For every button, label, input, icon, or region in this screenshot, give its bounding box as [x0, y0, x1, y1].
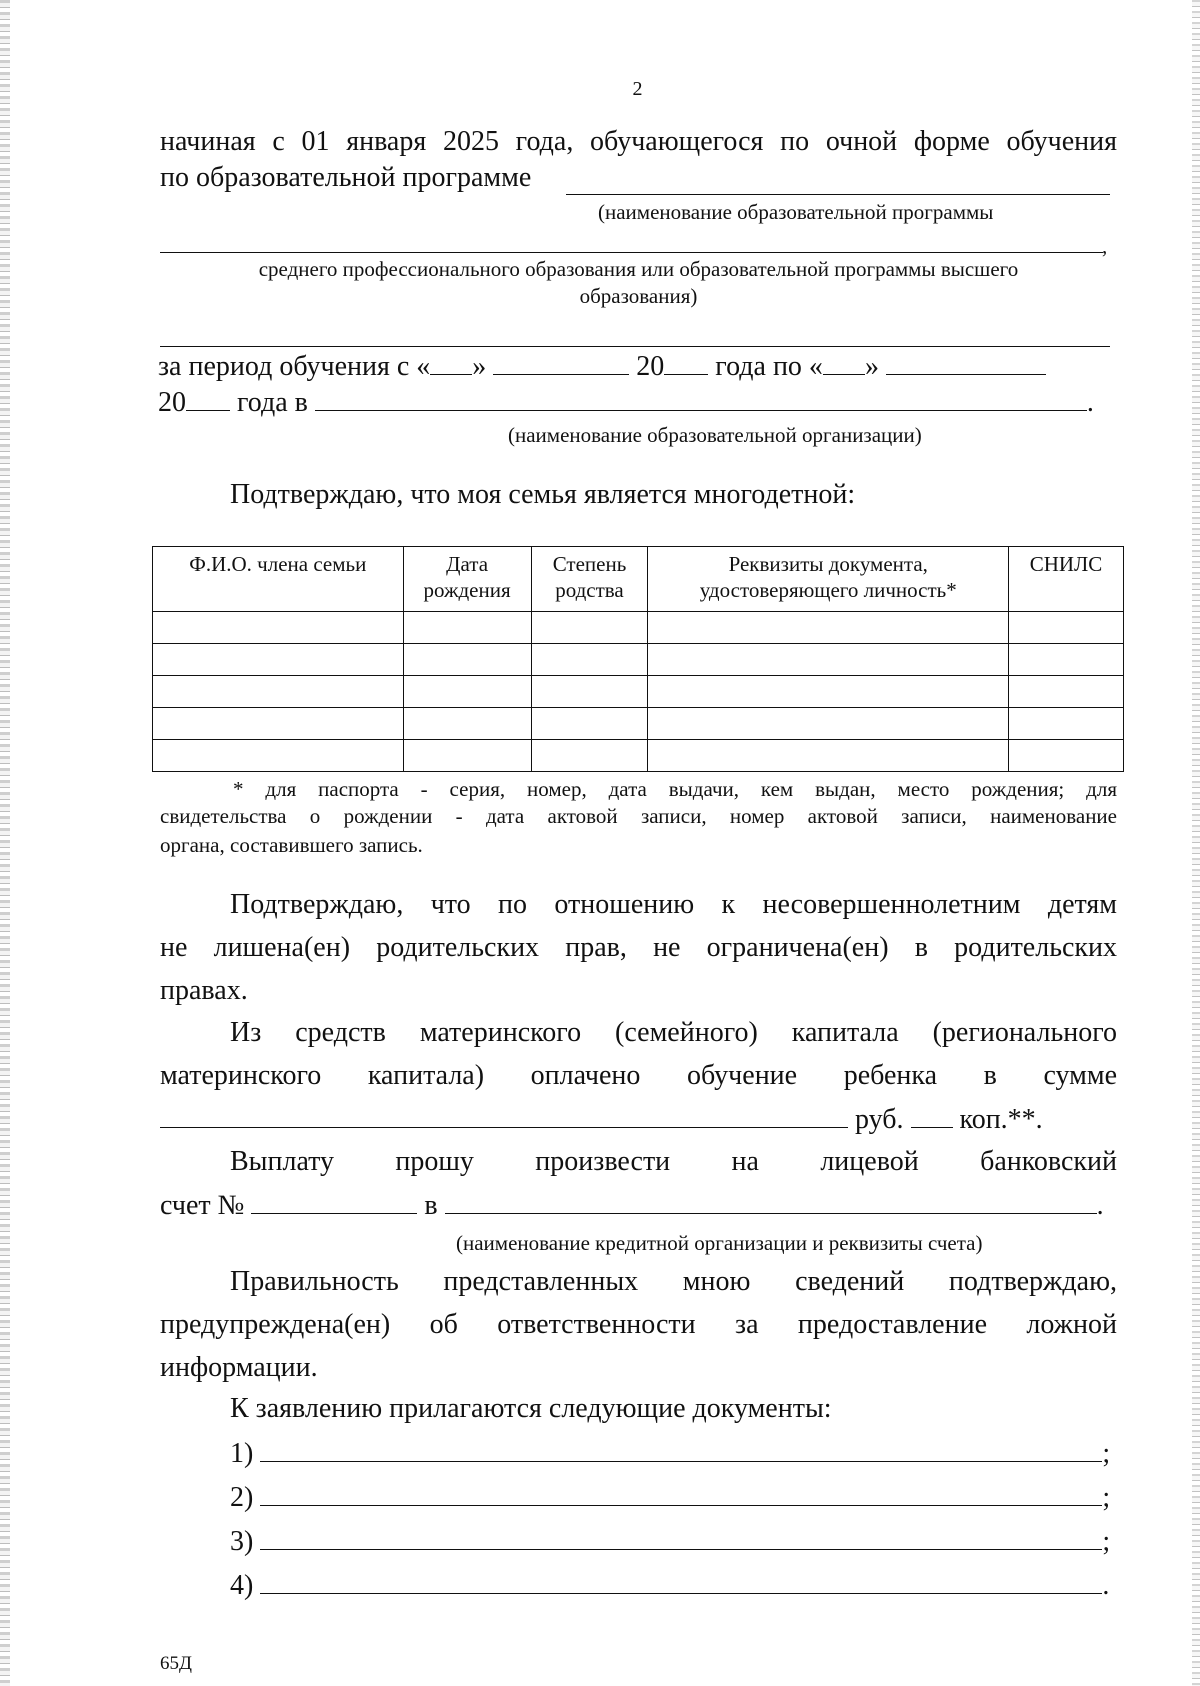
account-number-field[interactable]	[251, 1189, 417, 1214]
period-close-quote: »	[472, 351, 487, 382]
capital-amount-field[interactable]	[160, 1103, 848, 1128]
scan-edge-left	[0, 0, 10, 1686]
attachment-item-4	[230, 1569, 1109, 1602]
institution-hint: (наименование образовательной организации)	[508, 423, 922, 447]
kop-label: коп.**.	[959, 1104, 1043, 1135]
bank-hint: (наименование кредитной организации и реквизиты счета)	[456, 1231, 983, 1255]
table-cell[interactable]	[648, 740, 1009, 772]
footer-code: 65Д	[160, 1653, 192, 1674]
table-row	[153, 740, 1124, 772]
scan-edge-right	[1192, 0, 1200, 1686]
end-year-field[interactable]	[186, 386, 230, 411]
program-label: по образовательной программе	[160, 162, 532, 193]
end-day-field[interactable]	[823, 350, 865, 375]
attachment-num: 3)	[230, 1526, 254, 1557]
table-row	[153, 676, 1124, 708]
start-day-field[interactable]	[430, 350, 472, 375]
bank-in-label: в	[424, 1190, 438, 1221]
kop-field[interactable]	[911, 1103, 953, 1128]
attachment-num: 2)	[230, 1482, 254, 1513]
table-cell[interactable]	[1009, 644, 1124, 676]
table-cell[interactable]	[648, 644, 1009, 676]
rights-line-2: не лишена(ен) родительских прав, не ограничена(ен) в родительских	[160, 932, 1117, 963]
payment-line-1: Выплату прошу произвести на лицевой банковский	[230, 1146, 1117, 1177]
table-cell[interactable]	[531, 612, 648, 644]
col-snils: СНИЛС	[1009, 547, 1124, 612]
program-hint-2: среднего профессионального образования или образовательной программы высшего	[258, 257, 1019, 281]
start-year-prefix: 20	[636, 351, 665, 382]
attachment-field[interactable]	[260, 1525, 1102, 1550]
table-cell[interactable]	[531, 644, 648, 676]
attachment-field[interactable]	[260, 1437, 1102, 1462]
rights-line-1: Подтверждаю, что по отношению к несовершеннолетним детям	[230, 889, 1117, 920]
table-cell[interactable]	[153, 740, 404, 772]
institution-field[interactable]	[315, 386, 1087, 411]
table-cell[interactable]	[1009, 676, 1124, 708]
table-cell[interactable]	[1009, 740, 1124, 772]
attachment-end: ;	[1102, 1438, 1111, 1469]
confirm-line-1: Правильность представленных мною сведений подтверждаю,	[230, 1266, 1117, 1297]
period-to-label: года по «	[715, 351, 823, 382]
comma-mark: ,	[1102, 234, 1108, 258]
period-close-quote-2: »	[864, 351, 879, 382]
confirm-line-3: информации.	[160, 1352, 318, 1383]
page-number: 2	[632, 78, 643, 100]
table-cell[interactable]	[153, 708, 404, 740]
rub-label: руб.	[855, 1104, 904, 1135]
footnote-line-3: органа, составившего запись.	[160, 833, 423, 857]
table-cell[interactable]	[531, 676, 648, 708]
attachment-field[interactable]	[260, 1481, 1102, 1506]
attachment-end: .	[1102, 1570, 1110, 1601]
family-table-header	[153, 547, 1124, 612]
period-line-2	[158, 386, 1094, 419]
payment-line-end: .	[1096, 1190, 1104, 1221]
period-line-1	[158, 350, 1046, 383]
intro-line-1: начиная с 01 января 2025 года, обучающегося по очной форме обучения	[160, 126, 1117, 157]
footnote-line-2: свидетельства о рождении - дата актовой записи, номер актовой записи, наименование	[160, 804, 1117, 828]
table-cell[interactable]	[403, 676, 531, 708]
col-full-name: Ф.И.О. члена семьи	[153, 547, 404, 612]
family-heading: Подтверждаю, что моя семья является многодетной:	[230, 479, 856, 510]
capital-line-1: Из средств материнского (семейного) капитала (регионального	[230, 1017, 1117, 1048]
attachment-item-2	[230, 1481, 1110, 1514]
program-name-field-3[interactable]	[160, 346, 1110, 347]
table-cell[interactable]	[403, 612, 531, 644]
col-id-document: Реквизиты документа, удостоверяющего личность*	[648, 547, 1009, 612]
end-year-prefix: 20	[158, 387, 186, 418]
table-cell[interactable]	[648, 676, 1009, 708]
table-cell[interactable]	[1009, 612, 1124, 644]
attachment-end: ;	[1102, 1526, 1111, 1557]
attachment-item-3	[230, 1525, 1110, 1558]
col-birth-date: Дата рождения	[403, 547, 531, 612]
footnote-line-1: * для паспорта - серия, номер, дата выдачи, кем выдан, место рождения; для	[233, 777, 1117, 801]
attachment-num: 4)	[230, 1570, 254, 1601]
table-cell[interactable]	[153, 612, 404, 644]
table-cell[interactable]	[153, 644, 404, 676]
table-cell[interactable]	[403, 708, 531, 740]
program-name-field-2[interactable]	[160, 252, 1103, 253]
capital-line-2: материнского капитала) оплачено обучение ребенка в сумме	[160, 1060, 1117, 1091]
account-label: счет №	[160, 1190, 245, 1221]
bank-name-field[interactable]	[445, 1189, 1097, 1214]
end-month-field[interactable]	[886, 350, 1046, 375]
start-year-field[interactable]	[664, 350, 708, 375]
table-cell[interactable]	[153, 676, 404, 708]
attachment-end: ;	[1102, 1482, 1111, 1513]
table-cell[interactable]	[648, 708, 1009, 740]
table-cell[interactable]	[403, 740, 531, 772]
period-in-label: года в	[237, 387, 308, 418]
program-hint-3: образования)	[579, 284, 698, 308]
table-cell[interactable]	[531, 708, 648, 740]
table-cell[interactable]	[403, 644, 531, 676]
program-hint-1: (наименование образовательной программы	[598, 200, 994, 224]
table-cell[interactable]	[648, 612, 1009, 644]
attachment-num: 1)	[230, 1438, 254, 1469]
capital-amount-line	[160, 1103, 1043, 1136]
period-from-label: за период обучения с «	[158, 351, 431, 382]
attachments-heading: К заявлению прилагаются следующие документы:	[230, 1393, 832, 1424]
confirm-line-2: предупреждена(ен) об ответственности за предоставление ложной	[160, 1309, 1117, 1340]
family-table	[152, 546, 1124, 772]
table-row	[153, 644, 1124, 676]
table-row	[153, 708, 1124, 740]
start-month-field[interactable]	[493, 350, 629, 375]
payment-account-line	[160, 1189, 1104, 1222]
attachment-field[interactable]	[260, 1569, 1102, 1594]
period-line-end: .	[1086, 387, 1094, 418]
col-relation: Степень родства	[531, 547, 648, 612]
table-cell[interactable]	[531, 740, 648, 772]
table-cell[interactable]	[1009, 708, 1124, 740]
table-row	[153, 612, 1124, 644]
attachment-item-1	[230, 1437, 1110, 1470]
program-name-field[interactable]	[566, 194, 1110, 195]
rights-line-3: правах.	[160, 975, 248, 1006]
